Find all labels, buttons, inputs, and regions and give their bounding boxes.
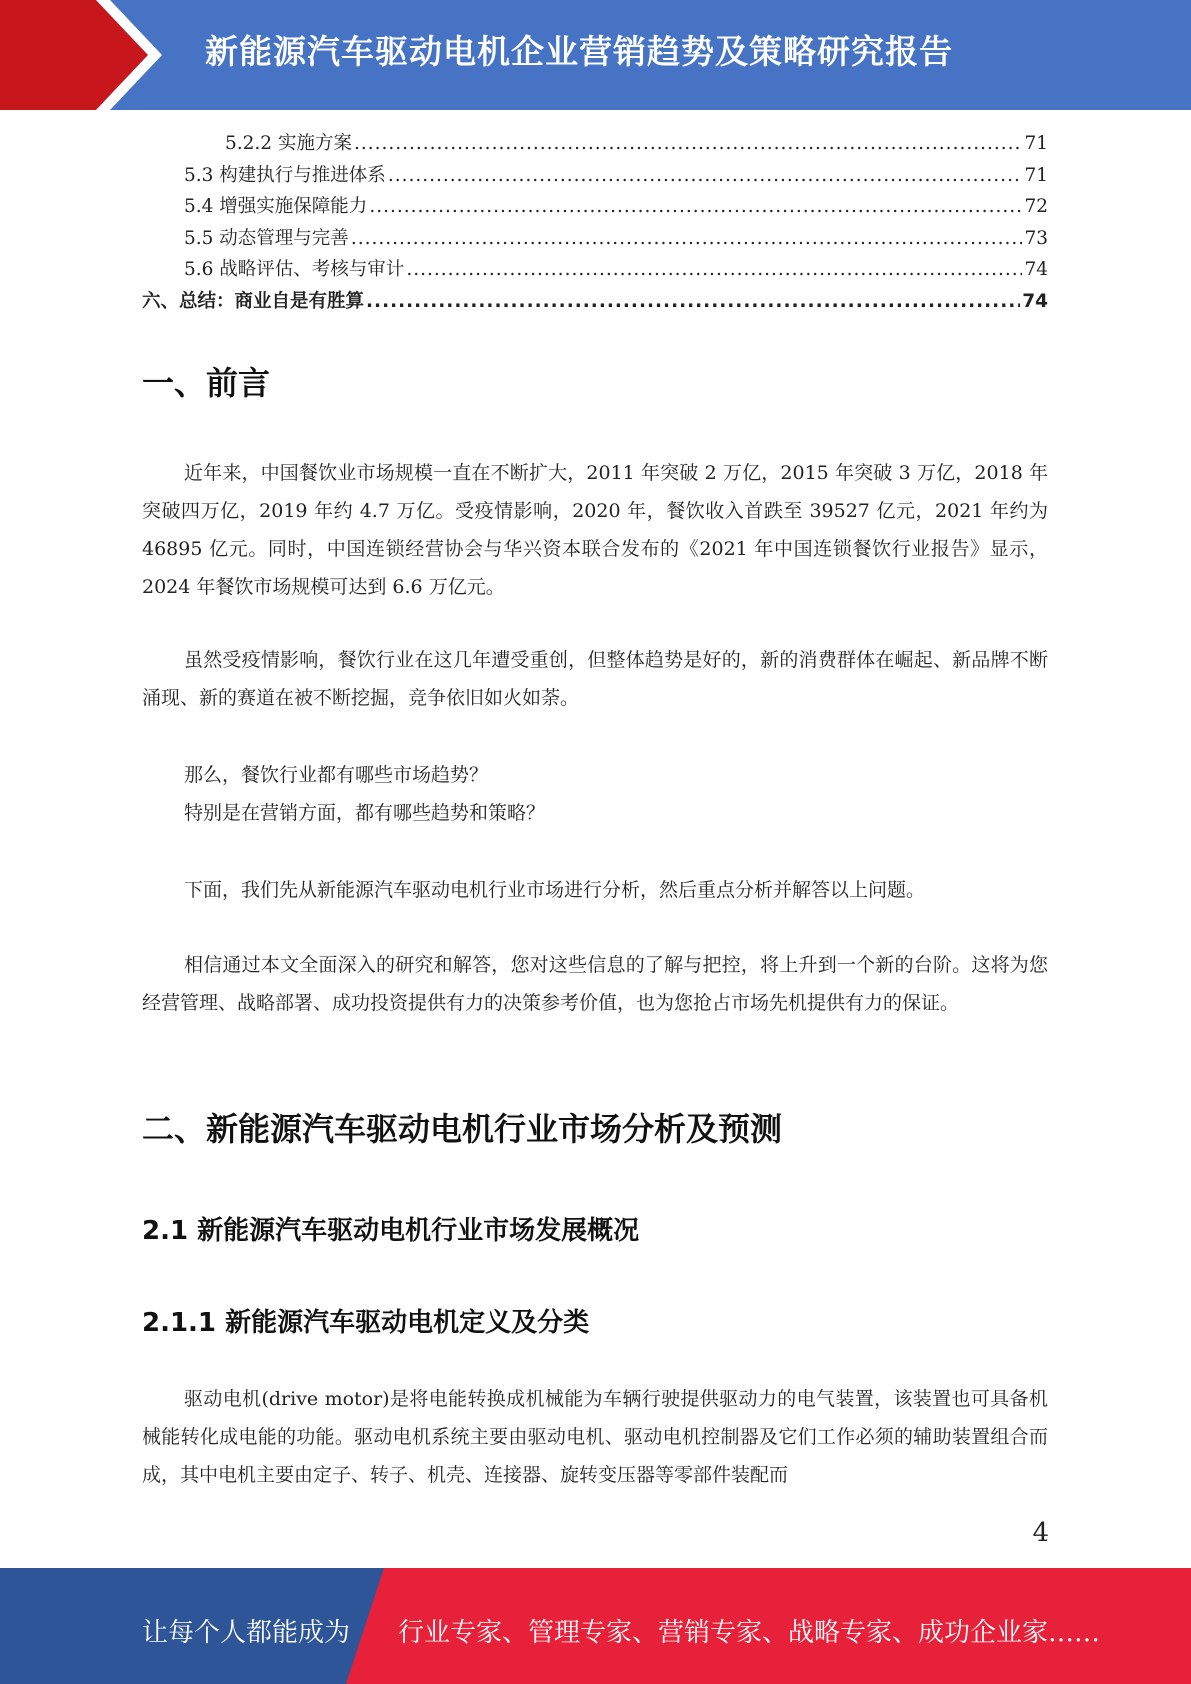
toc-entry[interactable] bbox=[142, 223, 1048, 255]
table-of-contents bbox=[142, 128, 1048, 317]
section-heading-preface: 一、前言 bbox=[142, 364, 271, 402]
toc-label: 5.2.2 实施方案 bbox=[225, 133, 352, 154]
toc-label: 六、总结：商业自是有胜算 bbox=[142, 290, 365, 312]
toc-page: 71 bbox=[1024, 133, 1048, 154]
toc-leader bbox=[351, 223, 1023, 255]
toc-page: 72 bbox=[1024, 196, 1048, 217]
toc-entry[interactable] bbox=[142, 160, 1048, 192]
toc-label: 5.4 增强实施保障能力 bbox=[184, 196, 368, 217]
section-heading-market-analysis: 二、新能源汽车驱动电机行业市场分析及预测 bbox=[142, 1110, 783, 1148]
toc-entry[interactable] bbox=[142, 286, 1048, 318]
paragraph: 近年来，中国餐饮业市场规模一直在不断扩大，2011 年突破 2 万亿，2015 年突破 3 万亿，2018 年突破四万亿，2019 年约 4.7 万亿。受疫情影响，2020 年，餐饮收入首跌至 39527 亿元，2021 年约为 46895 亿元。同时，中国连锁经营协会与华兴资本联合发布的《2021 年中国连锁餐饮行业报告》显示，2024 年餐饮市场规模可达到 6.6 万亿元。 bbox=[142, 462, 1048, 598]
page-footer bbox=[0, 1568, 1191, 1684]
toc-page: 71 bbox=[1024, 164, 1048, 186]
toc-page: 74 bbox=[1024, 259, 1048, 280]
toc-page: 73 bbox=[1024, 227, 1048, 249]
page-header bbox=[0, 0, 1191, 110]
subsection-heading: 2.1.1 新能源汽车驱动电机定义及分类 bbox=[142, 1308, 590, 1338]
toc-leader bbox=[366, 286, 1020, 318]
report-title: 新能源汽车驱动电机企业营销趋势及策略研究报告 bbox=[205, 32, 953, 71]
paragraph: 下面，我们先从新能源汽车驱动电机行业市场进行分析，然后重点分析并解答以上问题。 bbox=[184, 879, 926, 901]
toc-entry[interactable] bbox=[142, 128, 1048, 160]
toc-label: 5.3 构建执行与推进体系 bbox=[184, 164, 386, 186]
toc-entry[interactable] bbox=[142, 254, 1048, 286]
toc-entry[interactable] bbox=[142, 191, 1048, 223]
paragraph: 驱动电机(drive motor)是将电能转换成机械能为车辆行驶提供驱动力的电气装置，该装置也可具备机械能转化成电能的功能。驱动电机系统主要由驱动电机、驱动电机控制器及它们工作必须的辅助装置组合而成，其中电机主要由定子、转子、机壳、连接器、旋转变压器等零部件装配而 bbox=[142, 1388, 1048, 1486]
page-number: 4 bbox=[1032, 1518, 1049, 1548]
subsection-heading: 2.1 新能源汽车驱动电机行业市场发展概况 bbox=[142, 1216, 640, 1246]
footer-slogan-right: 行业专家、管理专家、营销专家、战略专家、成功企业家…… bbox=[398, 1618, 1101, 1648]
paragraph: 相信通过本文全面深入的研究和解答，您对这些信息的了解与把控，将上升到一个新的台阶。这将为您经营管理、战略部署、成功投资提供有力的决策参考价值，也为您抢占市场先机提供有力的保证。 bbox=[142, 954, 1048, 1014]
toc-label: 5.5 动态管理与完善 bbox=[184, 227, 349, 249]
toc-label: 5.6 战略评估、考核与审计 bbox=[184, 259, 405, 280]
toc-page: 74 bbox=[1022, 290, 1048, 312]
toc-leader bbox=[369, 191, 1022, 223]
toc-leader bbox=[406, 254, 1022, 286]
paragraph: 虽然受疫情影响，餐饮行业在这几年遭受重创，但整体趋势是好的，新的消费群体在崛起、新品牌不断涌现、新的赛道在被不断挖掘，竞争依旧如火如荼。 bbox=[142, 649, 1048, 709]
question-line: 特别是在营销方面，都有哪些趋势和策略？ bbox=[184, 802, 546, 824]
toc-leader bbox=[388, 160, 1023, 192]
toc-leader bbox=[354, 128, 1023, 160]
question-line: 那么，餐饮行业都有哪些市场趋势？ bbox=[184, 764, 489, 786]
footer-slogan-left: 让每个人都能成为 bbox=[142, 1618, 351, 1648]
